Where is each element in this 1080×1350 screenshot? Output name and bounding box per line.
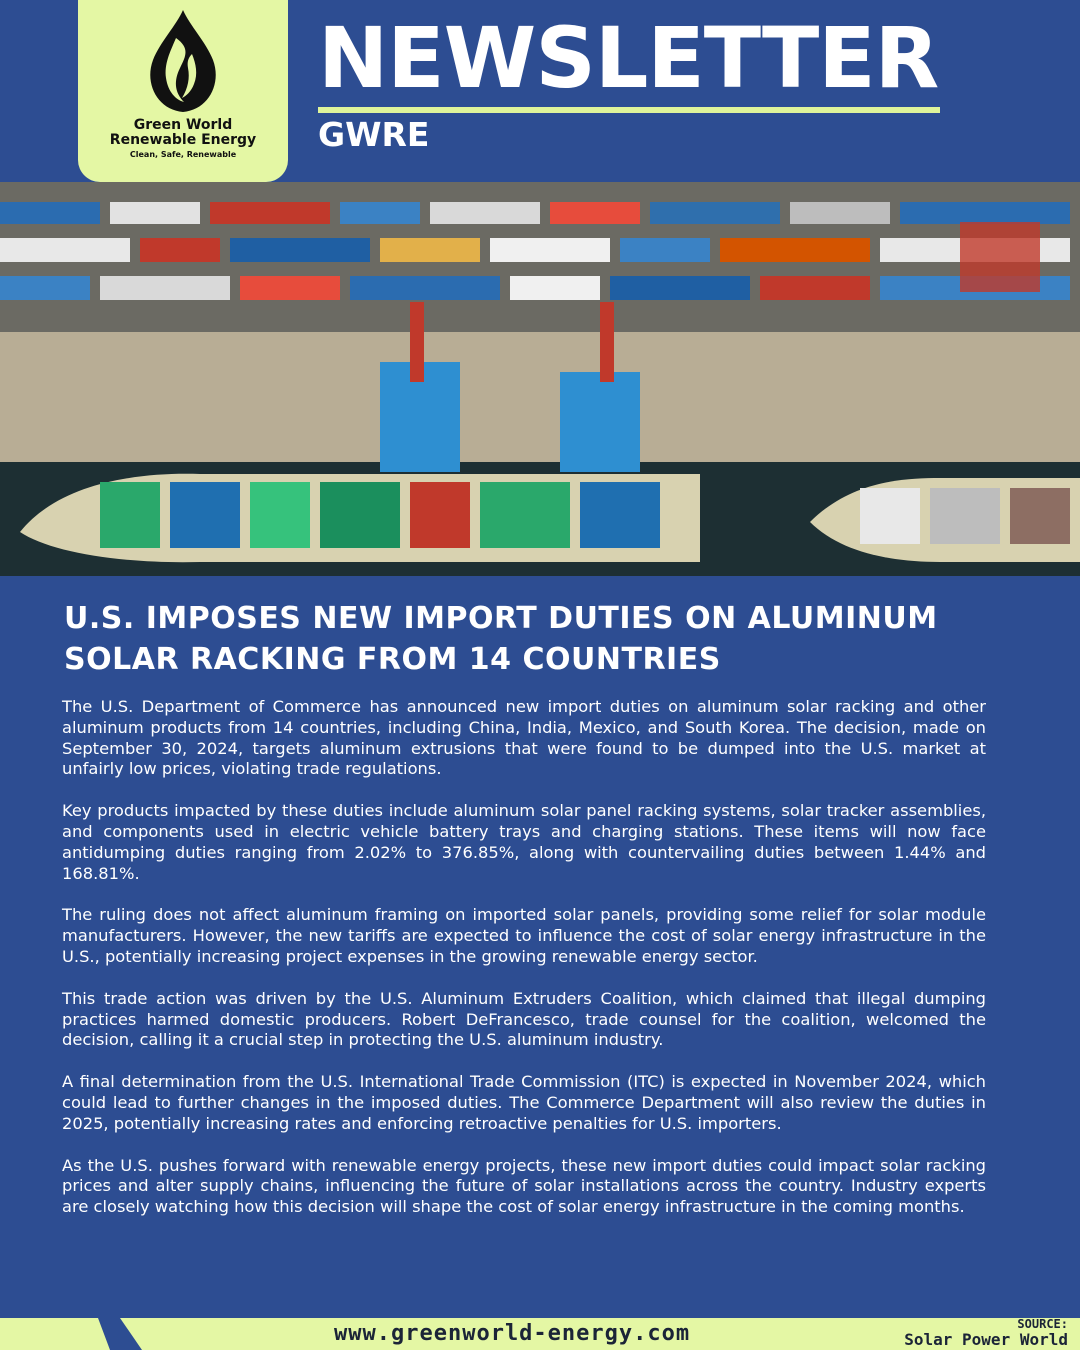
- source-value: Solar Power World: [904, 1330, 1068, 1349]
- article-paragraph: As the U.S. pushes forward with renewable energy projects, these new import duties could impact solar racking prices and alter supply chains, influencing the future of solar installations across the country. Industry experts are closely watching how this decision will shape the cost of solar energy infrastructure in the coming months.: [62, 1155, 986, 1217]
- brand-name-line1: Green World: [133, 117, 233, 133]
- article-paragraph: The U.S. Department of Commerce has announced new import duties on aluminum solar racking and other aluminum products from 14 countries, including China, India, Mexico, and South Korea. The decision, made on September 30, 2024, targets aluminum extrusions that were found to be dumped into the U.S. market at unfairly low prices, violating trade regulations.: [62, 697, 986, 779]
- newsletter-subtitle: GWRE: [318, 115, 430, 154]
- headline-line1: U.S. IMPOSES NEW IMPORT DUTIES ON ALUMINUM: [64, 601, 938, 636]
- article-paragraph: This trade action was driven by the U.S. Aluminum Extruders Coalition, which claimed that illegal dumping practices harmed domestic producers. Robert DeFrancesco, trade counsel for the coalition, welcomed the decision, calling it a crucial step in protecting the U.S. aluminum industry.: [62, 988, 986, 1050]
- container-ships: [20, 474, 1080, 562]
- flame-drop-icon: [146, 8, 220, 114]
- title-underline: [318, 107, 940, 113]
- container-stacks: [0, 202, 1070, 300]
- brand-name: [78, 118, 288, 148]
- article-paragraph: The ruling does not affect aluminum framing on imported solar panels, providing some relief for solar module manufacturers. However, the new tariffs are expected to influence the cost of solar energy infrastructure in the U.S., potentially increasing project expenses in the growing renewable energy sector.: [62, 905, 986, 966]
- container-port-aerial-image: [0, 182, 1080, 576]
- footer-stripe-decoration: [0, 1318, 110, 1350]
- source-credit: [904, 1318, 1068, 1349]
- source-label: SOURCE:: [1017, 1317, 1068, 1331]
- brand-name-line2: Renewable Energy: [109, 132, 257, 148]
- brand-tagline: Clean, Safe, Renewable: [129, 150, 237, 159]
- website-link[interactable]: www.greenworld-energy.com: [334, 1321, 691, 1346]
- newsletter-title: NEWSLETTER: [318, 9, 939, 107]
- article-paragraph: Key products impacted by these duties include aluminum solar panel racking systems, solar tracker assemblies, and components used in electric vehicle battery trays and charging stations. These items will now face antidumping duties ranging from 2.02% to 376.85%, along with countervailing duties between 1.44% and 168.81%.: [62, 801, 986, 883]
- article-headline: [64, 598, 1014, 680]
- article-body: [62, 697, 986, 1239]
- headline-line2: SOLAR RACKING FROM 14 COUNTRIES: [64, 642, 721, 677]
- article-paragraph: A final determination from the U.S. International Trade Commission (ITC) is expected in November 2024, which could lead to further changes in the imposed duties. The Commerce Department will also review the duties in 2025, potentially increasing rates and enforcing retroactive penalties for U.S. importers.: [62, 1072, 986, 1133]
- brand-logo-box: [78, 0, 288, 182]
